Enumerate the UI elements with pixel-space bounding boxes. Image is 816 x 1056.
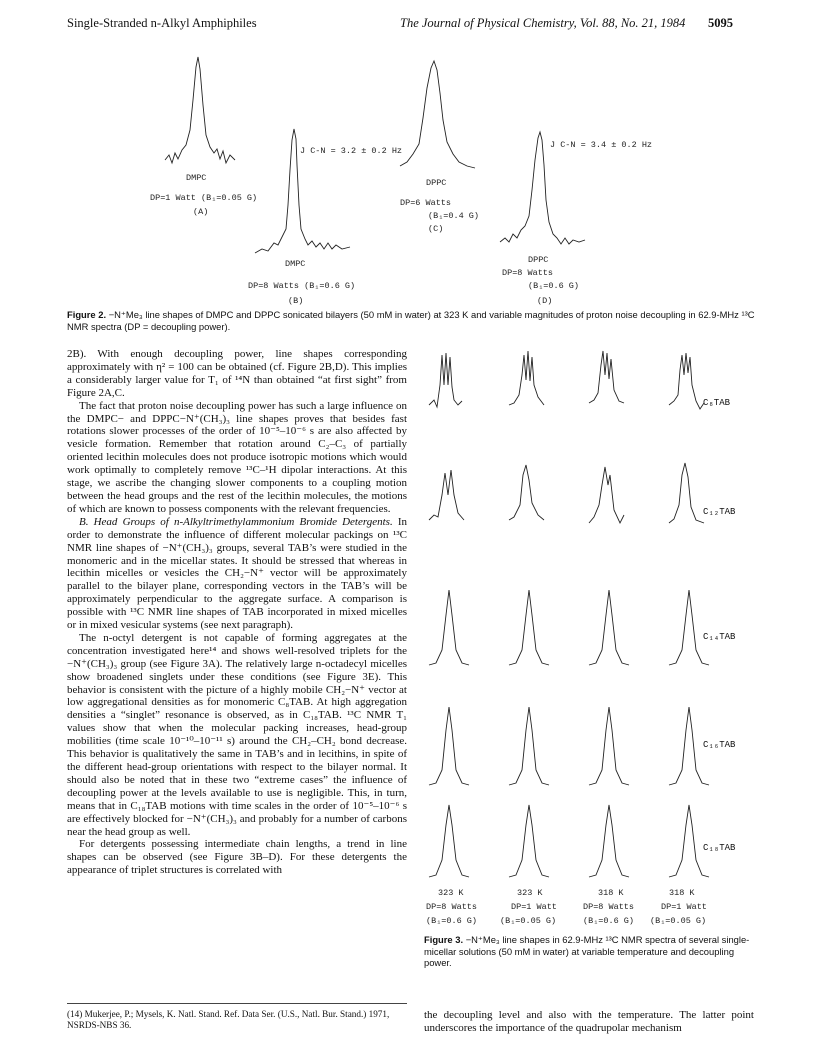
fig3-row-label-c18: C₁₈TAB	[703, 843, 736, 853]
fig2-c-power: DP=6 Watts	[400, 198, 452, 208]
figure3-caption-text: −N⁺Me₃ line shapes in 62.9-MHz ¹³C NMR spectra of several single-micellar solutions (50 mM in water) at variable temperature and decoupling power.	[424, 934, 750, 968]
spectrum-c18-col2	[509, 805, 549, 877]
page-number: 5095	[708, 16, 733, 30]
fig2-b-letter: (B)	[288, 296, 304, 306]
fig2-b-coupling: J C-N = 3.2 ± 0.2 Hz	[300, 146, 403, 156]
paragraph-1: 2B). With enough decoupling power, line shapes corresponding approximately with η² = 100 can be obtained (cf. Figure 2B,D). This implies a considerably larger value for T₁ of ¹⁴N than obtained “at first sight” from Figure 2A,C.	[67, 348, 407, 399]
spectrum-c8-col3	[589, 351, 624, 403]
fig3-col1-field: (B₁=0.6 G)	[426, 916, 478, 926]
fig3-col2-temp: 323 K	[517, 888, 543, 898]
fig3-col1-temp: 323 K	[438, 888, 464, 898]
spectrum-c18-col3	[589, 805, 629, 877]
fig2-d-power: DP=8 Watts	[502, 268, 554, 278]
fig3-row-label-c14: C₁₄TAB	[703, 632, 736, 642]
fig3-row-label-c16: C₁₆TAB	[703, 740, 736, 750]
fig3-col4-temp: 318 K	[669, 888, 695, 898]
section-heading-b: B. Head Groups of n-Alkyltrimethylammonium Bromide Detergents.	[79, 515, 393, 528]
fig2-a-letter: (A)	[193, 207, 209, 217]
spectrum-c14-col1	[429, 590, 469, 665]
figure2-caption-label: Figure 2.	[67, 309, 107, 320]
fig3-col1-power: DP=8 Watts	[426, 902, 478, 912]
fig3-col2-field: (B₁=0.05 G)	[500, 916, 557, 926]
fig2-d-coupling: J C-N = 3.4 ± 0.2 Hz	[550, 140, 653, 150]
fig2-d-letter: (D)	[537, 296, 553, 306]
spectrum-c18-col1	[429, 805, 469, 877]
running-head: Single-Stranded n-Alkyl Amphiphiles	[67, 16, 257, 30]
fig2-d-name: DPPC	[528, 255, 549, 265]
spectrum-c8-col4	[669, 353, 704, 409]
spectrum-c8-col2	[509, 351, 544, 405]
paragraph-4: The n-octyl detergent is not capable of forming aggregates at the concentration investigated here¹⁴ and shows well-resolved triplets for the −N⁺(CH₃)₃ group (see Figure 3A). The relatively large n-octadecyl micelles show broadened singlets under these conditions (see Figure 3E). This behavior is consistent with the picture of a highly mobile CH₂−N⁺ vector at low aggregational densities as for monomeric C₈TAB. At high aggregation densities a “singlet” resonance is observed, as in C₁₈TAB. ¹³C NMR T₁ values show that when the molecular packing increases, head-group mobilities (time scale 10⁻¹⁰–10⁻¹¹ s) around the CH₂–CH₂ bond decrease. This behavior is qualitatively the same in TAB’s and in lecithins, in spite of the different head-group orientations with respect to the bilayer normal. It should also be noted that in these two “extreme cases” the influence of decoupling power at the levels available to use is negligible. This, in turn, means that in C₁₈TAB motions with time scales in the order of 10⁻⁵–10⁻⁶ s are effectively blocked for −N⁺(CH₃)₃ and probably for a number of carbons near the head group as well.	[67, 631, 407, 838]
spectrum-c12-col2	[509, 465, 544, 520]
paragraph-3-text: In order to demonstrate the influence of different molecular packings on ¹³C NMR line shapes of −N⁺(CH₃)₃ groups, several TAB’s were studied in the monomeric and in the micellar states. It should be stressed that whereas in lecithin micelles or vesicles the CH₂−N⁺ vector will be approximately parallel to the bilayer plane, corresponding vectors in the TAB’s will be approximately perpendicular to the aggregate surface. A comparison is possible with ¹³C NMR line shapes of TAB incorporated in mixed micelles or in mixed vesicular systems (see next paragraph).	[67, 515, 408, 632]
fig2-spectrum-c	[395, 58, 480, 178]
fig3-col4-power: DP=1 Watt	[661, 902, 707, 912]
fig2-b-name: DMPC	[285, 259, 306, 269]
spectrum-c16-col3	[589, 707, 629, 785]
fig2-b-power: DP=8 Watts (B₁=0.6 G)	[248, 281, 356, 291]
figure2-caption-text: −N⁺Me₃ line shapes of DMPC and DPPC sonicated bilayers (50 mM in water) at 323 K and variable magnitudes of proton noise decoupling in 62.9-MHz ¹³C NMR spectra (DP = decoupling power).	[67, 309, 755, 332]
footnote-14: (14) Mukerjee, P.; Mysels, K. Natl. Stand. Ref. Data Ser. (U.S., Natl. Bur. Stand.) 1971, NSRDS-NBS 36.	[67, 1003, 407, 1031]
fig3-row-label-c8: C₈TAB	[703, 398, 731, 408]
spectrum-c14-col4	[669, 590, 709, 665]
fig3-row-label-c12: C₁₂TAB	[703, 507, 736, 517]
fig2-c-field: (B₁=0.4 G)	[428, 211, 480, 221]
spectrum-c14-col3	[589, 590, 629, 665]
paragraph-5: For detergents possessing intermediate chain lengths, a trend in line shapes can be observed (see Figure 3B–D). For these detergents the appearance of triplet structures is correlated with	[67, 838, 407, 877]
spectrum-c12-col3	[589, 467, 624, 523]
body-left-column	[67, 348, 407, 877]
spectrum-c16-col1	[429, 707, 469, 785]
fig3-col2-power: DP=1 Watt	[511, 902, 557, 912]
paragraph-2: The fact that proton noise decoupling power has such a large influence on the DMPC− and DPPC−N⁺(CH₃)₃ line shapes proves that besides fast rotations slower processes of the order of 10⁻⁵–10⁻⁶ s are also affected by vesicle formation. Remember that rotation around C₂–C₃ of partially oriented lecithin molecules does not produce isotropic motions which would work optimally to completely remove ¹³C–¹H dipolar interactions. At this stage, we ascribe the changing slower components to a coupling motion between the head groups and the rest of the lecithin molecules, the motions of which are known to possess components with the relevant frequencies.	[67, 399, 407, 515]
spectrum-c18-col4	[669, 805, 709, 877]
fig2-c-name: DPPC	[426, 178, 447, 188]
fig3-col3-power: DP=8 Watts	[583, 902, 635, 912]
spectrum-c8-col1	[429, 353, 462, 407]
body-right-column-text: the decoupling level and also with the temperature. The latter point underscores the importance of the quadrupolar mechanism	[424, 1009, 754, 1034]
fig2-a-name: DMPC	[186, 173, 207, 183]
fig3-col4-field: (B₁=0.05 G)	[650, 916, 707, 926]
fig2-spectrum-a	[160, 55, 250, 175]
spectrum-c12-col4	[669, 463, 704, 523]
figure3-caption-label: Figure 3.	[424, 934, 464, 945]
figure3-spectra	[424, 345, 754, 885]
fig2-c-letter: (C)	[428, 224, 444, 234]
fig3-col3-temp: 318 K	[598, 888, 624, 898]
spectrum-c12-col1	[429, 470, 464, 520]
figure2-caption	[67, 309, 757, 332]
figure3-caption	[424, 934, 754, 969]
paragraph-3	[67, 516, 407, 632]
fig2-a-power: DP=1 Watt (B₁=0.05 G)	[150, 193, 258, 203]
journal-citation: The Journal of Physical Chemistry, Vol. 88, No. 21, 1984	[400, 16, 686, 30]
fig3-col3-field: (B₁=0.6 G)	[583, 916, 635, 926]
fig2-d-field: (B₁=0.6 G)	[528, 281, 580, 291]
spectrum-c16-col2	[509, 707, 549, 785]
spectrum-c14-col2	[509, 590, 549, 665]
